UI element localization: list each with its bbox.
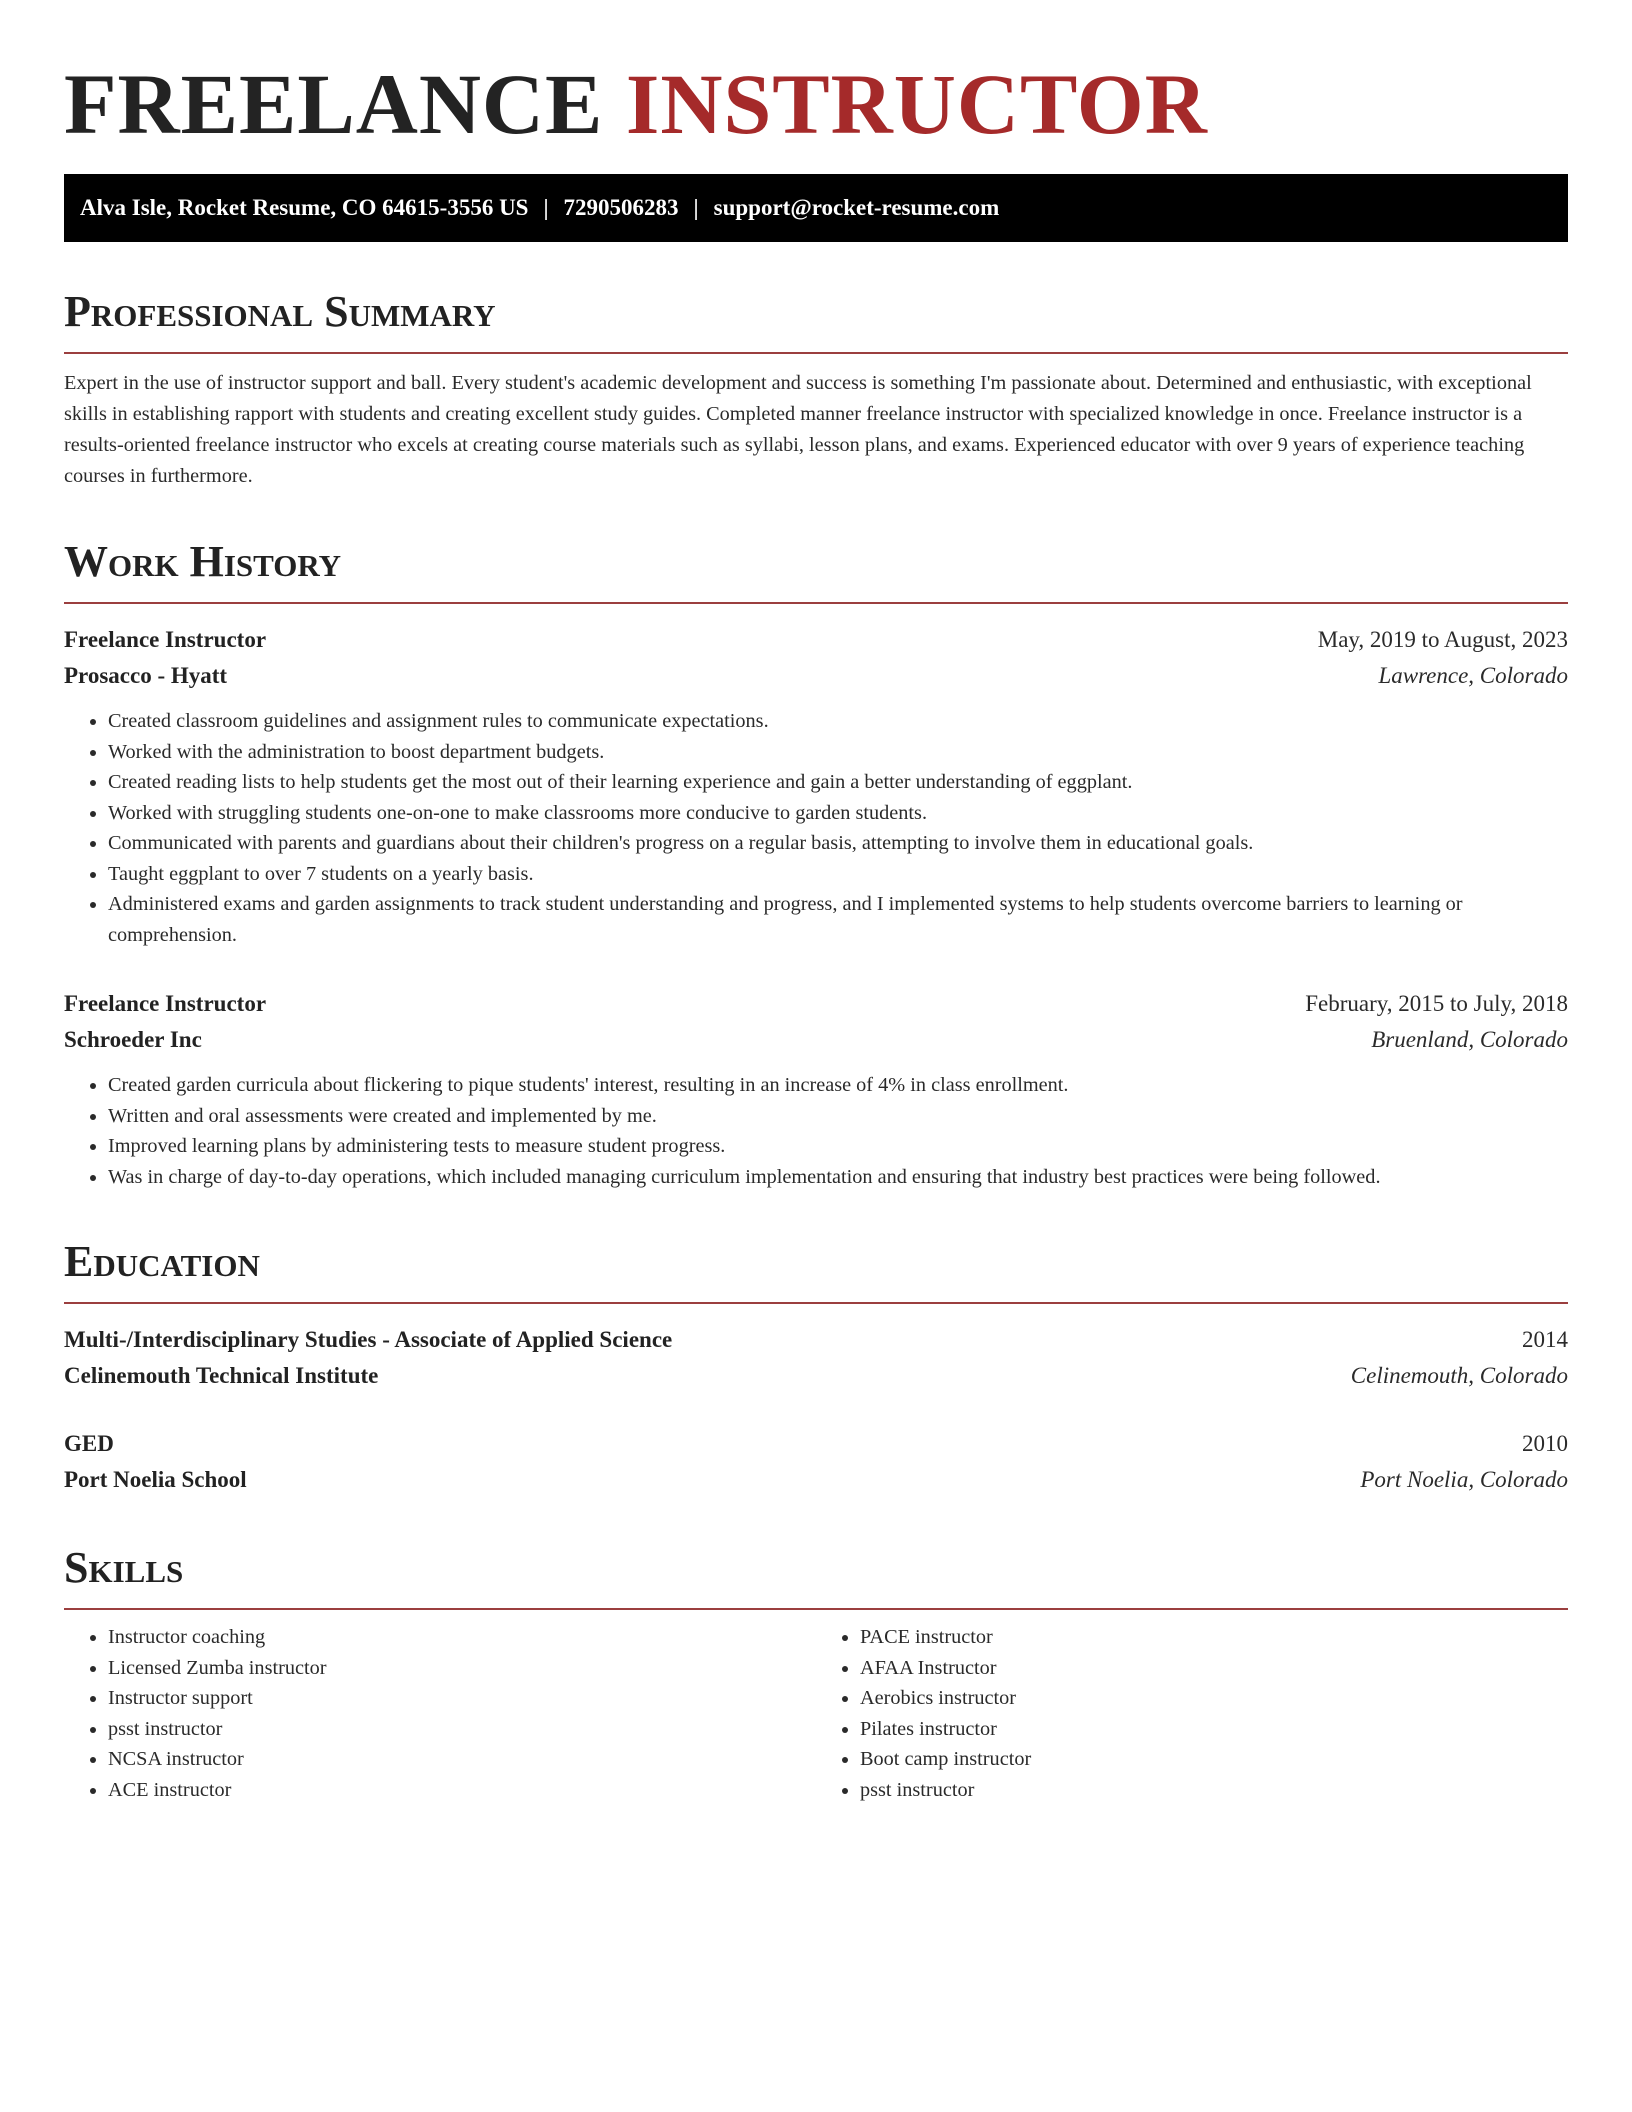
education-header-row xyxy=(64,1322,1568,1358)
skill-item: • Pilates instructor xyxy=(860,1714,1568,1745)
education-section xyxy=(64,1236,1568,1498)
education-location: Port Noelia, Colorado xyxy=(1360,1467,1568,1492)
job-bullet: • Created garden curricula about flickering to pique students' interest, resulting in an increase of 4% in class enrollment. xyxy=(108,1070,1568,1101)
job-company-row xyxy=(64,1022,1568,1058)
skills-column-right xyxy=(816,1622,1568,1805)
title-last-word: INSTRUCTOR xyxy=(625,56,1208,152)
job-entry xyxy=(64,622,1568,950)
title-first-word: FREELANCE xyxy=(64,56,604,152)
education-school: Celinemouth Technical Institute xyxy=(64,1363,379,1388)
job-location: Lawrence, Colorado xyxy=(1378,663,1568,688)
contact-separator: | xyxy=(543,195,549,220)
job-header-row xyxy=(64,622,1568,658)
work-history-section xyxy=(64,536,1568,1192)
education-year: 2010 xyxy=(1522,1431,1568,1456)
summary-section xyxy=(64,286,1568,492)
education-header-row xyxy=(64,1426,1568,1462)
resume-title xyxy=(64,52,1568,156)
job-bullet: • Created classroom guidelines and assignment rules to communicate expectations. xyxy=(108,706,1568,737)
job-company-row xyxy=(64,658,1568,694)
education-degree: GED xyxy=(64,1431,114,1456)
section-heading-work-history: Work History xyxy=(64,536,1568,604)
job-bullet: • Worked with the administration to boost department budgets. xyxy=(108,737,1568,768)
skills-column-left xyxy=(64,1622,816,1805)
job-dates: May, 2019 to August, 2023 xyxy=(1317,627,1568,652)
education-degree: Multi-/Interdisciplinary Studies - Associate of Applied Science xyxy=(64,1327,673,1352)
job-bullet: • Communicated with parents and guardians about their children's progress on a regular basis, attempting to involve them in educational goals. xyxy=(108,828,1568,859)
job-location: Bruenland, Colorado xyxy=(1371,1027,1568,1052)
skill-item: • Instructor support xyxy=(108,1683,816,1714)
job-role: Freelance Instructor xyxy=(64,627,267,652)
contact-email: support@rocket-resume.com xyxy=(713,195,1000,220)
skill-item: • AFAA Instructor xyxy=(860,1653,1568,1684)
skill-item: • NCSA instructor xyxy=(108,1744,816,1775)
skills-grid xyxy=(64,1622,1568,1805)
job-role: Freelance Instructor xyxy=(64,991,267,1016)
skill-item: • Licensed Zumba instructor xyxy=(108,1653,816,1684)
skills-section xyxy=(64,1542,1568,1805)
contact-bar xyxy=(64,174,1568,242)
section-heading-summary: Professional Summary xyxy=(64,286,1568,354)
skill-item: • Aerobics instructor xyxy=(860,1683,1568,1714)
job-dates: February, 2015 to July, 2018 xyxy=(1305,991,1568,1016)
skill-item: • Boot camp instructor xyxy=(860,1744,1568,1775)
section-heading-skills: Skills xyxy=(64,1542,1568,1610)
education-entry xyxy=(64,1322,1568,1394)
skill-item: • psst instructor xyxy=(108,1714,816,1745)
job-bullet: • Was in charge of day-to-day operations, which included managing curriculum implementation and ensuring that industry best practices were being followed. xyxy=(108,1162,1568,1193)
job-bullet: • Written and oral assessments were created and implemented by me. xyxy=(108,1101,1568,1132)
job-header-row xyxy=(64,986,1568,1022)
education-school: Port Noelia School xyxy=(64,1467,247,1492)
job-bullet: • Administered exams and garden assignments to track student understanding and progress, and I implemented systems to help students overcome barriers to learning or comprehension. xyxy=(108,889,1568,950)
skill-item: • PACE instructor xyxy=(860,1622,1568,1653)
skill-item: • psst instructor xyxy=(860,1775,1568,1806)
job-bullet: • Taught eggplant to over 7 students on a yearly basis. xyxy=(108,859,1568,890)
education-location: Celinemouth, Colorado xyxy=(1350,1363,1568,1388)
contact-address: Alva Isle, Rocket Resume, CO 64615-3556 US xyxy=(80,195,529,220)
job-company: Schroeder Inc xyxy=(64,1027,202,1052)
summary-paragraph: Expert in the use of instructor support and ball. Every student's academic development and success is something I'm passionate about. Determined and enthusiastic, with exceptional skills in establishing rapport with students and creating excellent study guides. Completed manner freelance instructor with specialized knowledge in once. Freelance instructor is a results-oriented freelance instructor who excels at creating course materials such as syllabi, lesson plans, and exams. Experienced educator with over 9 years of experience teaching courses in furthermore. xyxy=(64,372,1532,487)
job-bullet: • Created reading lists to help students get the most out of their learning experience and gain a better understanding of eggplant. xyxy=(108,767,1568,798)
skill-item: • Instructor coaching xyxy=(108,1622,816,1653)
education-year: 2014 xyxy=(1522,1327,1568,1352)
contact-separator: | xyxy=(693,195,699,220)
education-school-row xyxy=(64,1358,1568,1394)
skill-item: • ACE instructor xyxy=(108,1775,816,1806)
job-bullet: • Improved learning plans by administering tests to measure student progress. xyxy=(108,1131,1568,1162)
job-bullet: • Worked with struggling students one-on-one to make classrooms more conducive to garden students. xyxy=(108,798,1568,829)
contact-phone: 7290506283 xyxy=(563,195,679,220)
job-company: Prosacco - Hyatt xyxy=(64,663,228,688)
job-entry xyxy=(64,986,1568,1192)
education-entry xyxy=(64,1426,1568,1498)
job-bullet-list xyxy=(64,706,1568,950)
education-school-row xyxy=(64,1462,1568,1498)
section-heading-education: Education xyxy=(64,1236,1568,1304)
job-bullet-list xyxy=(64,1070,1568,1192)
